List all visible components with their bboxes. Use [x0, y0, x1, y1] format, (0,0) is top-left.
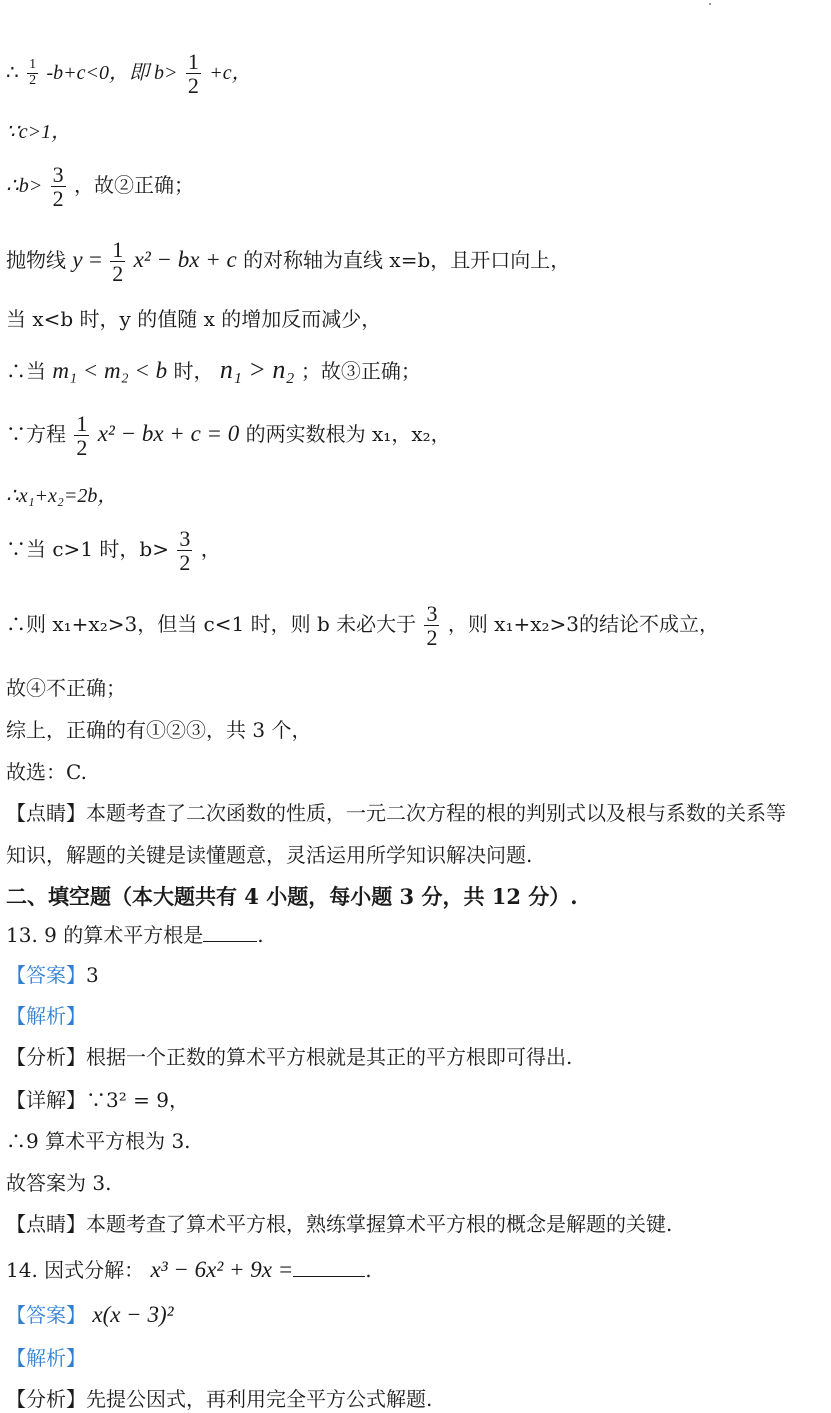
line-text: 时，: [173, 359, 214, 383]
xiangjie-13: [6, 1090, 189, 1110]
therefore-symbol: ∴: [6, 60, 19, 85]
question-end: .: [257, 923, 264, 947]
line-3: [6, 163, 194, 210]
line-text: 故④不正确；: [6, 676, 126, 700]
answer-14: [6, 1303, 174, 1326]
fraction-three-halves: [51, 163, 66, 210]
line-text: ∴x₁+x₂=2b，: [6, 485, 118, 507]
answer-blank: [293, 1275, 365, 1277]
xiangjie-text: ∵3² = 9，: [86, 1088, 189, 1112]
numerator: 3: [426, 601, 438, 626]
line-text: ；故③正确；: [300, 359, 421, 383]
line-text: ∵方程: [6, 422, 66, 447]
numerator: 1: [29, 57, 37, 73]
fenxi-label: 【分析】: [6, 1045, 86, 1069]
line-text: ，故②正确；: [73, 173, 194, 198]
fraction-three-halves: [424, 602, 439, 649]
plus-c-text: +c，: [209, 62, 252, 85]
line-text: 当 x<b 时，y 的值随 x 的增加反而减少，: [6, 307, 382, 331]
question-13: [6, 925, 264, 945]
analysis-label: 【解析】: [6, 1004, 86, 1028]
line-15: [6, 845, 532, 865]
line-6: [6, 357, 421, 383]
fenxi-text: 根据一个正数的算术平方根就是其正的平方根即可得出.: [86, 1045, 573, 1069]
line-14: [6, 803, 786, 823]
line-text: ∵当 c>1 时，b>: [6, 537, 169, 562]
denominator: 2: [179, 550, 191, 576]
line-text: ，: [200, 537, 221, 562]
line-4: [6, 238, 570, 285]
numerator: 1: [112, 237, 124, 262]
line-text: ∵c>1，: [6, 121, 72, 143]
line-1: [6, 50, 252, 97]
denominator: 2: [187, 73, 199, 99]
fraction-half: [27, 58, 38, 88]
fraction-three-halves: [177, 527, 192, 574]
question-text: 13. 9 的算术平方根是: [6, 923, 204, 947]
denominator: 2: [112, 261, 124, 287]
question-14: [6, 1258, 372, 1281]
answer-label: 【答案】: [6, 1303, 86, 1327]
fraction-half-large: [186, 50, 201, 97]
question-text: 14. 因式分解：: [6, 1258, 145, 1282]
answer-value: 3: [86, 963, 99, 987]
line-text: ∴当: [6, 359, 46, 383]
line-2: [6, 121, 71, 142]
line-text: 的对称轴为直线 x=b，且开口向上，: [243, 248, 571, 273]
line-12: [6, 720, 311, 740]
math-equals: =: [88, 247, 102, 273]
analysis-header-13: [6, 1006, 86, 1026]
analysis-header-14: [6, 1348, 86, 1368]
stray-mark: [709, 3, 711, 5]
line-5: [6, 309, 381, 329]
dianjing-13: [6, 1214, 672, 1234]
numerator: 1: [187, 49, 199, 74]
line-text: 故答案为 3.: [6, 1171, 112, 1195]
denominator: 2: [426, 625, 438, 651]
fenxi-13: [6, 1047, 572, 1067]
math-y: y: [72, 247, 83, 273]
line-text: 的两实数根为 x₁，x₂，: [245, 422, 451, 447]
answer-label: 【答案】: [6, 963, 86, 987]
math-expression: x² − bx + c = 0: [97, 421, 240, 447]
line-11: [6, 678, 126, 698]
line-text: 抛物线: [6, 248, 66, 273]
line-9-root: [6, 1131, 191, 1151]
fenxi-text: 先提公因式，再利用完全平方公式解题.: [86, 1387, 433, 1411]
question-end: .: [365, 1258, 372, 1282]
denominator: 2: [29, 73, 37, 89]
denominator: 2: [76, 435, 88, 461]
math-expression: x³ − 6x² + 9x =: [150, 1257, 294, 1282]
line-text: ∴则 x₁+x₂>3，但当 c<1 时，则 b 未必大于: [6, 612, 417, 637]
line-7: [6, 412, 451, 459]
math-expression: x² − bx + c: [133, 247, 237, 273]
line-13: [6, 762, 87, 782]
xiangjie-label: 【详解】: [6, 1088, 86, 1112]
analysis-label: 【解析】: [6, 1346, 86, 1370]
line-9: [6, 527, 221, 574]
math-expression: m₁ < m₂ < b: [52, 358, 168, 383]
line-conclusion: [6, 1173, 111, 1193]
line-text: ，则 x₁+x₂>3的结论不成立，: [447, 612, 720, 637]
math-expression: n₁ > n₂: [219, 355, 295, 384]
line-text: 综上，正确的有①②③，共 3 个，: [6, 718, 312, 742]
line-8: [6, 485, 117, 506]
section-heading: [6, 886, 578, 907]
line-text: 知识，解题的关键是读懂题意，灵活运用所学知识解决问题.: [6, 843, 533, 867]
answer-value: x(x − 3)²: [92, 1302, 174, 1327]
numerator: 3: [52, 162, 64, 187]
fenxi-label: 【分析】: [6, 1387, 86, 1411]
line-text: 【点睛】本题考查了二次函数的性质，一元二次方程的根的判别式以及根与系数的关系等: [6, 801, 786, 825]
inequality-text: -b+c<0，即 b>: [46, 62, 178, 85]
line-text: ∴9 算术平方根为 3.: [6, 1129, 191, 1153]
answer-blank: [203, 940, 257, 942]
fraction-half: [110, 238, 125, 285]
section-heading-text: 二、填空题（本大题共有 4 小题，每小题 3 分，共 12 分）.: [6, 884, 578, 909]
numerator: 3: [179, 526, 191, 551]
numerator: 1: [76, 411, 88, 436]
line-text: ∴b>: [6, 175, 43, 198]
denominator: 2: [52, 186, 64, 212]
line-10: [6, 602, 719, 649]
answer-13: [6, 965, 99, 985]
fenxi-14: [6, 1389, 432, 1409]
line-text: 故选：C.: [6, 760, 87, 784]
fraction-half: [74, 412, 89, 459]
line-text: 【点睛】本题考查了算术平方根，熟练掌握算术平方根的概念是解题的关键.: [6, 1212, 673, 1236]
